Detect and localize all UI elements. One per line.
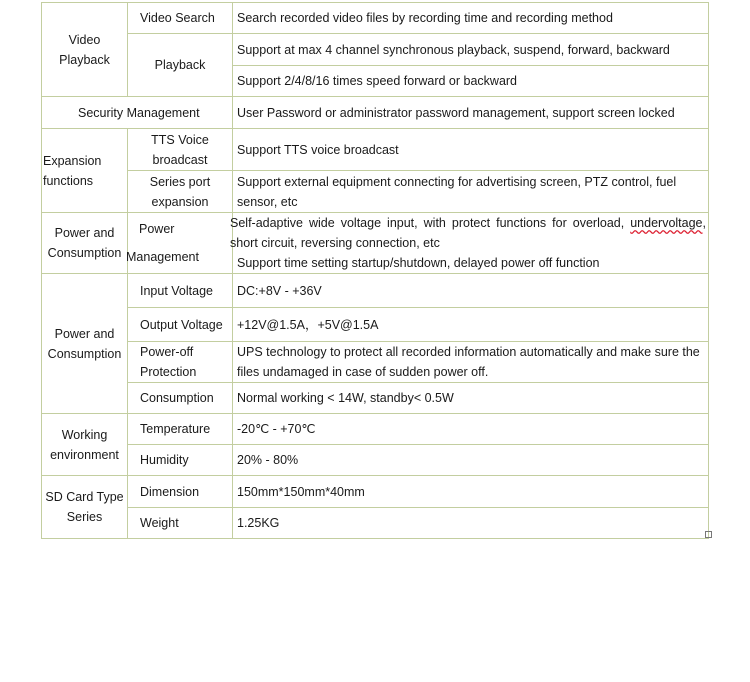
desc-dimension: 150mm*150mm*40mm xyxy=(233,476,709,508)
desc-power-management-undervoltage: undervoltage xyxy=(630,216,703,230)
table-row xyxy=(42,476,709,508)
label-temperature: Temperature xyxy=(128,414,233,445)
label-consumption: Consumption xyxy=(128,383,233,414)
label-dimension: Dimension xyxy=(128,476,233,508)
table-row xyxy=(42,129,709,171)
desc-power-off-protection: UPS technology to protect all recorded information automatically and make sure the files undamaged in case of sudden power off. xyxy=(233,342,709,383)
category-video-playback: Video Playback xyxy=(42,3,128,97)
table-row xyxy=(42,213,709,274)
category-sd-card: SD Card Type Series xyxy=(42,476,128,539)
desc-power-management-1 xyxy=(230,213,706,253)
desc-output-voltage: +12V@1.5A，+5V@1.5A xyxy=(233,308,709,342)
desc-video-search: Search recorded video files by recording time and recording method xyxy=(233,3,709,34)
desc-series-port: Support external equipment connecting for advertising screen, PTZ control, fuel sensor, etc xyxy=(233,171,709,213)
spec-table xyxy=(41,2,709,539)
table-row xyxy=(42,3,709,34)
desc-power-management-1a: Self-adaptive wide voltage input, with protect functions for overload, xyxy=(230,216,625,230)
resize-handle-icon[interactable] xyxy=(705,531,712,538)
label-weight: Weight xyxy=(128,508,233,539)
label-security-management: Security Management xyxy=(42,97,233,129)
desc-temperature: -20℃ - +70℃ xyxy=(233,414,709,445)
desc-security-management: User Password or administrator password management, support screen locked xyxy=(233,97,709,129)
label-playback: Playback xyxy=(128,34,233,97)
table-row xyxy=(42,34,709,66)
desc-weight: 1.25KG xyxy=(233,508,709,539)
table-row xyxy=(42,308,709,342)
table-row xyxy=(42,414,709,445)
table-row xyxy=(42,171,709,213)
desc-power-management-2: Support time setting startup/shutdown, delayed power off function xyxy=(237,256,600,270)
label-input-voltage: Input Voltage xyxy=(128,274,233,308)
desc-input-voltage: DC:+8V - +36V xyxy=(233,274,709,308)
category-working-environment: Working environment xyxy=(42,414,128,476)
desc-power-management-1b: , short circuit, reversing connection, etc xyxy=(230,216,706,250)
table-row xyxy=(42,383,709,414)
label-power-management xyxy=(128,213,233,274)
label-power-off-protection: Power-off Protection xyxy=(128,342,233,383)
label-video-search: Video Search xyxy=(128,3,233,34)
table-row xyxy=(42,342,709,383)
label-output-voltage: Output Voltage xyxy=(128,308,233,342)
table-row xyxy=(42,508,709,539)
label-power-management-text: Power xyxy=(139,222,175,236)
desc-tts: Support TTS voice broadcast xyxy=(233,129,709,171)
category-power-management: Power and Consumption xyxy=(42,213,128,274)
desc-power-management xyxy=(230,213,709,274)
table-row xyxy=(42,274,709,308)
desc-humidity: 20% - 80% xyxy=(233,445,709,476)
label-series-port: Series port expansion xyxy=(128,171,233,213)
category-power-consumption: Power and Consumption xyxy=(42,274,128,414)
label-power-management-text-2: Management xyxy=(126,250,199,264)
label-humidity: Humidity xyxy=(128,445,233,476)
table-row xyxy=(42,97,709,129)
desc-playback-2: Support 2/4/8/16 times speed forward or backward xyxy=(233,66,709,97)
label-tts: TTS Voice broadcast xyxy=(128,129,233,171)
desc-consumption: Normal working < 14W, standby< 0.5W xyxy=(233,383,709,414)
desc-playback-1: Support at max 4 channel synchronous playback, suspend, forward, backward xyxy=(233,34,709,66)
category-expansion: Expansion functions xyxy=(42,129,128,213)
table-row xyxy=(42,445,709,476)
